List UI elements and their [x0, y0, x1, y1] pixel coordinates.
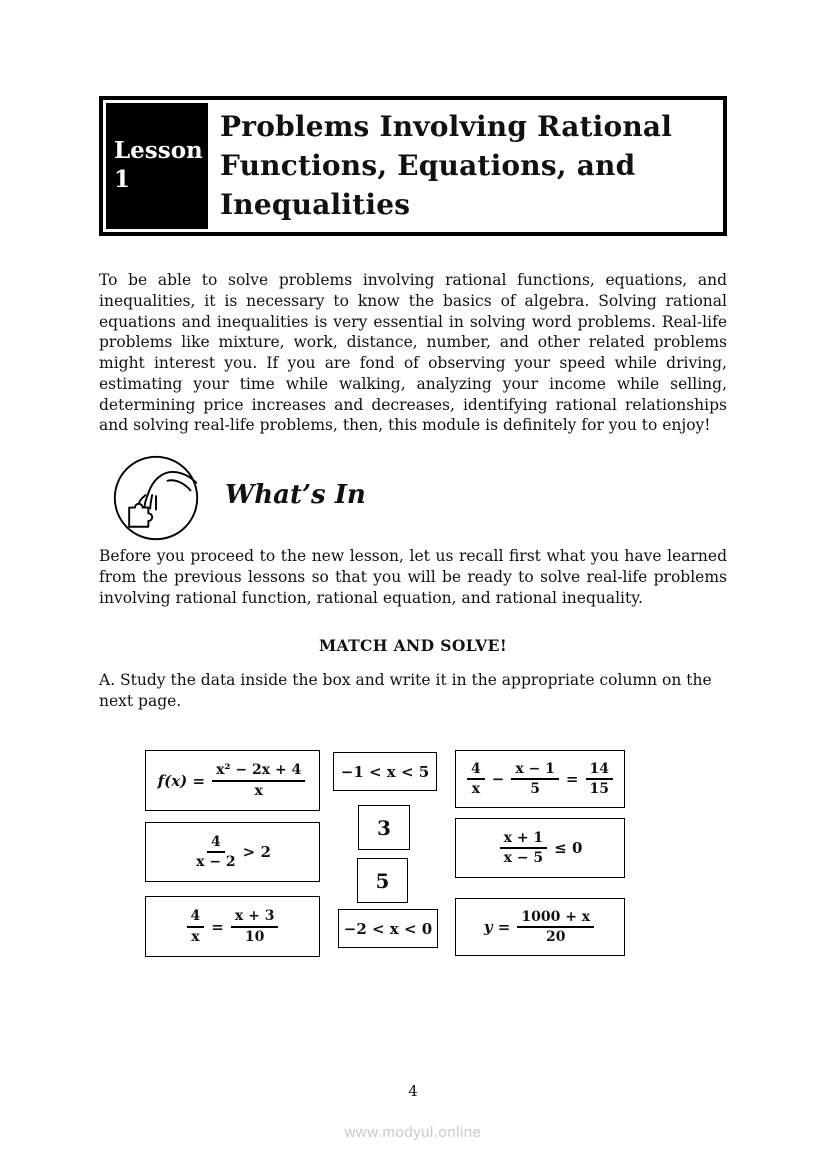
- expression-prefix: f(x) =: [157, 771, 206, 790]
- lesson-badge: [106, 103, 208, 229]
- denominator: 20: [546, 929, 566, 945]
- intro-paragraph: To be able to solve problems involving rational functions, equations, and inequalities, it is necessary to know the basics of algebra. Solving rational equations and inequalities is very essential in solving word problems. Real-life problems like mixture, work, distance, number, and other related problems might interest you. If you are fond of observing your speed while driving, estimating your time while walking, analyzing your income while selling, determining price increases and decreases, identifying rational relationships and solving real-life problems, then, this module is definitely for you to enjoy!: [99, 271, 727, 435]
- fraction: [467, 761, 485, 797]
- fraction: [196, 834, 236, 870]
- denominator: 10: [244, 928, 265, 945]
- math-expression: [194, 834, 271, 870]
- denominator: x − 5: [503, 850, 544, 866]
- denominator: x: [191, 928, 200, 945]
- hand-puzzle-icon: [110, 452, 202, 544]
- expression-suffix: ≤ 0: [554, 839, 583, 857]
- fraction: [517, 909, 594, 945]
- math-expression: [465, 761, 615, 797]
- fraction: [212, 762, 305, 798]
- fraction: [586, 761, 613, 797]
- number-box-3: [358, 805, 410, 850]
- denominator: 5: [530, 781, 540, 797]
- expression-prefix: y =: [483, 918, 511, 936]
- numerator: 1000 + x: [517, 909, 594, 928]
- numerator: x + 1: [500, 830, 548, 849]
- number-value: 5: [375, 868, 390, 893]
- expr-box-rational-function: [145, 750, 320, 811]
- math-expression: −1 < x < 5: [340, 762, 430, 781]
- math-expression: [185, 908, 281, 944]
- math-expression: [498, 830, 583, 866]
- expr-box-rational-inequality: [455, 818, 625, 878]
- numerator: x − 1: [511, 761, 559, 780]
- expr-box-rational-equation: [455, 750, 625, 808]
- denominator: x: [471, 781, 481, 797]
- operator: =: [211, 917, 224, 936]
- denominator: x: [254, 782, 263, 799]
- fraction: [500, 830, 548, 866]
- whats-in-heading: What’s In: [225, 480, 366, 510]
- activity-instruction: A. Study the data inside the box and write it in the appropriate column on the next page.: [99, 671, 712, 710]
- expr-box-function-y: [455, 898, 625, 956]
- numerator: 4: [207, 834, 225, 853]
- number-box-5: [357, 858, 408, 903]
- watermark: www.modyul.online: [344, 1124, 482, 1141]
- expression-suffix: > 2: [242, 843, 271, 861]
- denominator: x − 2: [196, 854, 236, 870]
- expr-box-interval-2: [338, 909, 438, 948]
- numerator: 4: [187, 908, 205, 927]
- number-value: 3: [377, 815, 391, 840]
- expr-box-inequality-gt2: [145, 822, 320, 882]
- page-number: 4: [408, 1082, 418, 1100]
- denominator: 15: [589, 781, 609, 797]
- expr-box-proportion: [145, 896, 320, 957]
- expr-box-interval-1: [333, 752, 437, 791]
- operator: −: [491, 770, 505, 788]
- lesson-header: [99, 96, 727, 236]
- lesson-number: 1: [114, 165, 131, 193]
- fraction: [187, 908, 205, 944]
- lesson-label: Lesson: [114, 137, 203, 165]
- numerator: 14: [586, 761, 613, 780]
- math-expression: [158, 762, 308, 798]
- math-expression: −2 < x < 0: [343, 919, 433, 938]
- numerator: x² − 2x + 4: [212, 762, 305, 781]
- numerator: 4: [467, 761, 485, 780]
- recall-paragraph: Before you proceed to the new lesson, let us recall first what you have learned from the previous lessons so that you will be ready to solve real-life problems involving rational function, rational equation, and rational inequality.: [99, 547, 727, 607]
- fraction: [231, 908, 279, 944]
- operator: =: [565, 770, 579, 788]
- activity-title: MATCH AND SOLVE!: [318, 636, 508, 655]
- math-expression: [484, 909, 596, 945]
- fraction: [511, 761, 559, 797]
- lesson-title: Problems Involving Rational Functions, Equations, and Inequalities: [220, 110, 673, 222]
- numerator: x + 3: [231, 908, 279, 927]
